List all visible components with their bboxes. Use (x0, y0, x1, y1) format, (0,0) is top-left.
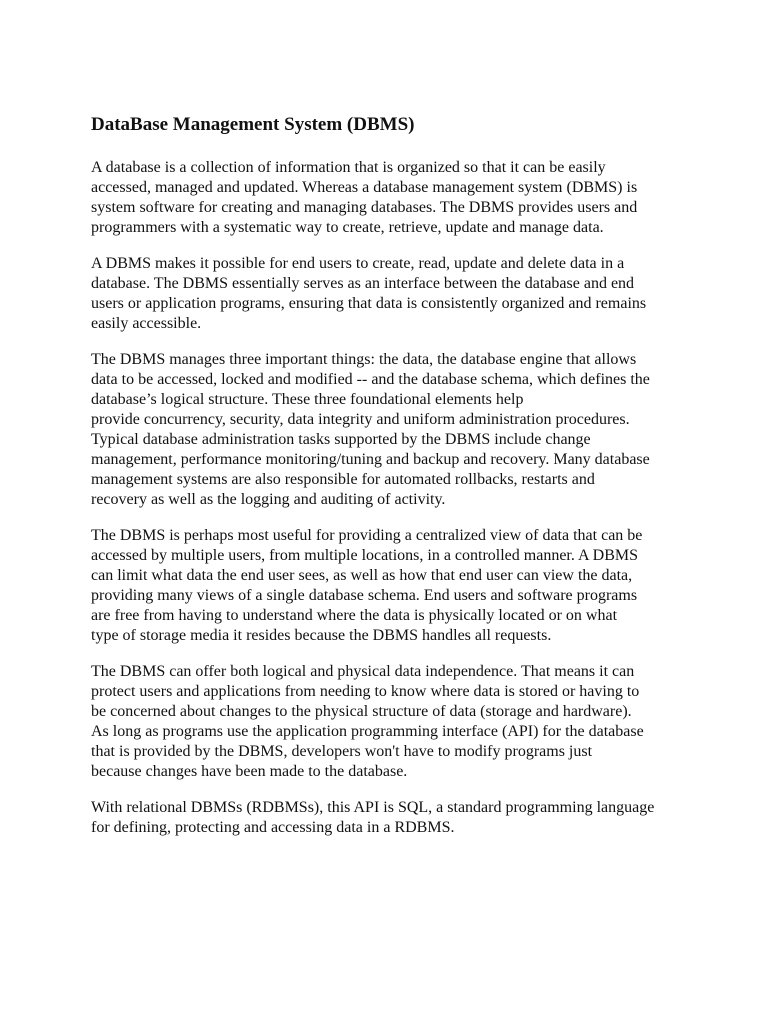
text-line: The DBMS manages three important things: the data, the database engine that allows (91, 351, 637, 368)
text-line: can limit what data the end user sees, as well as how that end user can view the data, (91, 567, 633, 584)
paragraph-rdbms (91, 798, 691, 838)
document-title: DataBase Management System (DBMS) (91, 114, 415, 135)
paragraph-definition (91, 158, 691, 238)
text-line: programmers with a systematic way to create, retrieve, update and manage data. (91, 219, 604, 236)
paragraph-interface (91, 254, 691, 334)
text-line: that is provided by the DBMS, developers won't have to modify programs just (91, 743, 593, 760)
text-line: As long as programs use the application programming interface (API) for the database (91, 723, 644, 740)
text-line: are free from having to understand where the data is physically located or on what (91, 607, 618, 624)
text-line: accessed by multiple users, from multiple locations, in a controlled manner. A DBMS (91, 547, 639, 564)
text-line: be concerned about changes to the physical structure of data (storage and hardware). (91, 703, 632, 720)
text-line: With relational DBMSs (RDBMSs), this API is SQL, a standard programming language (91, 799, 655, 816)
text-line: provide concurrency, security, data integrity and uniform administration procedures. (91, 411, 630, 428)
paragraph-centralized-view (91, 526, 691, 646)
text-line: database. The DBMS essentially serves as an interface between the database and end (91, 275, 635, 292)
text-line: easily accessible. (91, 315, 202, 332)
text-line: data to be accessed, locked and modified -- and the database schema, which defines the (91, 371, 650, 388)
document-content (91, 112, 691, 854)
text-line: accessed, managed and updated. Whereas a database management system (DBMS) is (91, 179, 638, 196)
text-line: The DBMS can offer both logical and physical data independence. That means it can (91, 663, 635, 680)
text-line: A database is a collection of information that is organized so that it can be easily (91, 159, 606, 176)
text-line: because changes have been made to the database. (91, 763, 408, 780)
text-line: database’s logical structure. These three foundational elements help (91, 391, 524, 408)
text-line: providing many views of a single database schema. End users and software programs (91, 587, 638, 604)
text-line: The DBMS is perhaps most useful for providing a centralized view of data that can be (91, 527, 643, 544)
text-line: recovery as well as the logging and auditing of activity. (91, 491, 446, 508)
text-line: A DBMS makes it possible for end users to create, read, update and delete data in a (91, 255, 625, 272)
paragraph-independence (91, 662, 691, 782)
text-line: protect users and applications from needing to know where data is stored or having to (91, 683, 640, 700)
text-line: users or application programs, ensuring that data is consistently organized and remains (91, 295, 647, 312)
paragraph-manages (91, 350, 691, 510)
text-line: Typical database administration tasks supported by the DBMS include change (91, 431, 591, 448)
text-line: management, performance monitoring/tuning and backup and recovery. Many database (91, 451, 650, 468)
text-line: management systems are also responsible for automated rollbacks, restarts and (91, 471, 595, 488)
text-line: type of storage media it resides because the DBMS handles all requests. (91, 627, 552, 644)
text-line: system software for creating and managing databases. The DBMS provides users and (91, 199, 638, 216)
text-line: for defining, protecting and accessing data in a RDBMS. (91, 819, 455, 836)
